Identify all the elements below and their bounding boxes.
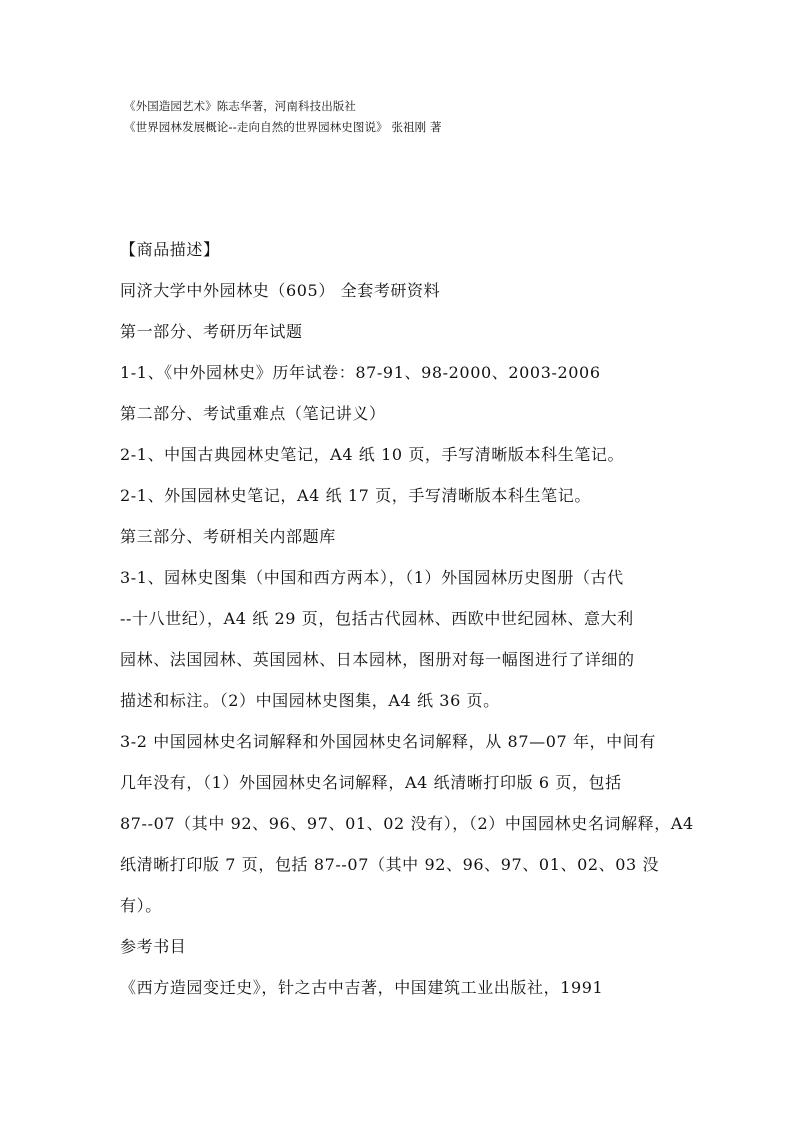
part3-item1-line: 描述和标注。（2）中国园林史图集，A4 纸 36 页。 (120, 691, 500, 710)
part3-item2-line: 几年没有，（1）外国园林史名词解释，A4 纸清晰打印版 6 页，包括 (120, 773, 622, 792)
document-title: 同济大学中外园林史（605） 全套考研资料 (120, 281, 441, 300)
part3-item2-line: 87--07（其中 92、96、97、01、02 没有），（2）中国园林史名词解释，A4 (120, 814, 694, 833)
section-heading: 【商品描述】 (120, 240, 220, 259)
part3-item1-line: --十八世纪），A4 纸 29 页，包括古代园林、西欧中世纪园林、意大利 (120, 609, 634, 628)
part1-heading: 第一部分、考研历年试题 (120, 322, 303, 341)
part1-item: 1-1、《中外园林史》历年试卷：87-91、98-2000、2003-2006 (120, 363, 601, 382)
part3-heading: 第三部分、考研相关内部题库 (120, 527, 336, 546)
part3-item2-line: 纸清晰打印版 7 页，包括 87--07（其中 92、96、97、01、02、03 没 (120, 855, 660, 874)
part2-item: 2-1、中国古典园林史笔记，A4 纸 10 页，手写清晰版本科生笔记。 (120, 445, 625, 464)
part3-item1-line: 3-1、园林史图集（中国和西方两本），（1）外国园林历史图册（古代 (120, 568, 624, 587)
reference-line: 《世界园林发展概论--走向自然的世界园林史图说》 张祖刚 著 (124, 120, 442, 134)
main-content (120, 229, 694, 1008)
reference-line: 《外国造园艺术》陈志华著，河南科技出版社 (124, 99, 356, 113)
top-references (124, 96, 724, 138)
bibliography-heading: 参考书目 (120, 937, 187, 956)
bibliography-item: 《西方造园变迁史》，针之古中吉著，中国建筑工业出版社，1991 (120, 978, 604, 997)
part2-item: 2-1、外国园林史笔记，A4 纸 17 页，手写清晰版本科生笔记。 (120, 486, 591, 505)
part3-item2-line: 有）。 (120, 896, 162, 915)
part2-heading: 第二部分、考试重难点（笔记讲义） (120, 404, 386, 423)
part3-item1-line: 园林、法国园林、英国园林、日本园林，图册对每一幅图进行了详细的 (120, 650, 635, 669)
part3-item2-line: 3-2 中国园林史名词解释和外国园林史名词解释，从 87—07 年，中间有 (120, 732, 656, 751)
